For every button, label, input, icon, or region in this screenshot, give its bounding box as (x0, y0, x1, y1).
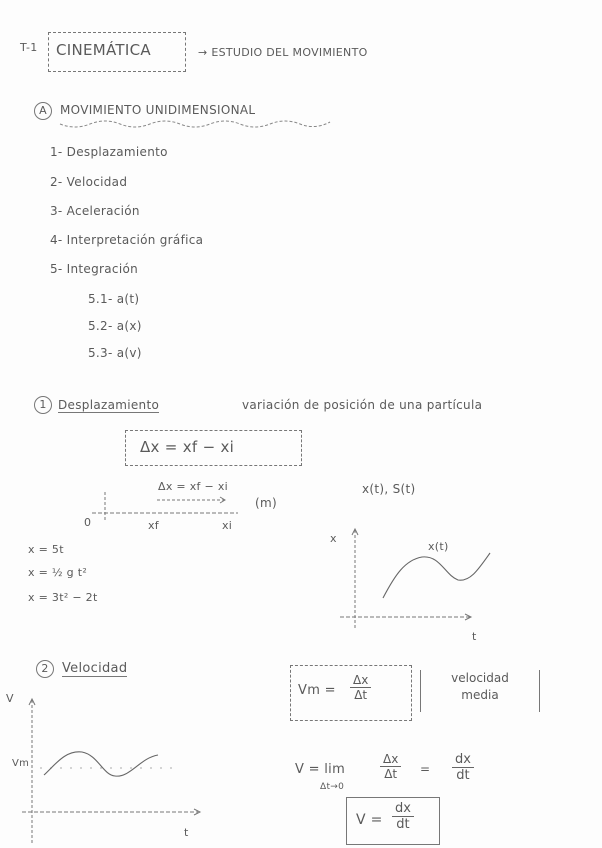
xf-label: xf (148, 519, 159, 532)
vm-numerator: Δx (350, 673, 371, 688)
list-item: 3- Aceleración (50, 204, 140, 218)
vm-fraction (350, 673, 371, 702)
lim-denominator: Δt (384, 767, 398, 781)
v-fraction (392, 801, 414, 832)
list-item: 1- Desplazamiento (50, 145, 168, 159)
list-item: 5- Integración (50, 262, 138, 276)
vm-lhs: Vm = (298, 683, 336, 698)
section-1-marker: 1 (34, 396, 52, 414)
v-numerator: dx (392, 801, 414, 817)
graph-y-label: x (330, 532, 337, 545)
lim-numerator: Δx (380, 752, 401, 767)
section-a-marker: A (34, 102, 52, 120)
axis-delta-label: Δx = xf − xi (158, 480, 229, 493)
section-2-marker: 2 (36, 660, 54, 678)
v-graph-vm-label: Vm (12, 758, 30, 769)
derivative-denominator: dt (456, 768, 470, 783)
equals-sign: = (420, 762, 431, 776)
v-denominator: dt (396, 817, 410, 832)
lim-fraction (380, 752, 401, 781)
vm-note-line: velocidad (451, 671, 509, 685)
v-graph-x-label: t (184, 826, 189, 839)
example-equation: x = ½ g t² (28, 566, 88, 579)
section-2-title: Velocidad (62, 661, 128, 676)
v-lhs: V = (356, 812, 383, 828)
xi-label: xi (222, 519, 233, 532)
section-1-definition: variación de posición de una partícula (242, 398, 483, 412)
graph-x-label: t (472, 630, 477, 643)
section-a-title: MOVIMIENTO UNIDIMENSIONAL (60, 103, 256, 117)
unit-label: (m) (255, 496, 277, 510)
page-subtitle: → ESTUDIO DEL MOVIMIENTO (198, 46, 368, 59)
v-graph-y-label: V (6, 692, 14, 705)
lim-lhs: V = lim (295, 762, 346, 777)
derivative-fraction (452, 752, 474, 783)
example-equation: x = 5t (28, 543, 64, 556)
vm-note-line: media (461, 688, 499, 702)
list-item: 4- Interpretación gráfica (50, 233, 204, 247)
sub-list-item: 5.2- a(x) (88, 319, 142, 333)
derivative-numerator: dx (452, 752, 474, 768)
sub-list-item: 5.1- a(t) (88, 292, 140, 306)
sub-list-item: 5.3- a(v) (88, 346, 142, 360)
vm-denominator: Δt (354, 688, 368, 702)
list-item: 2- Velocidad (50, 175, 128, 189)
displacement-formula: Δx = xf − xi (140, 438, 235, 456)
lim-subscript: Δt→0 (320, 782, 345, 792)
example-equation: x = 3t² − 2t (28, 591, 98, 604)
curve-label: x(t) (428, 540, 449, 553)
position-functions: x(t), S(t) (362, 482, 416, 496)
topic-number: T-1 (20, 41, 38, 54)
page-title: CINEMÁTICA (56, 41, 151, 59)
vm-note-bracket (420, 670, 540, 712)
origin-label: 0 (84, 516, 92, 529)
section-1-title: Desplazamiento (58, 398, 160, 412)
